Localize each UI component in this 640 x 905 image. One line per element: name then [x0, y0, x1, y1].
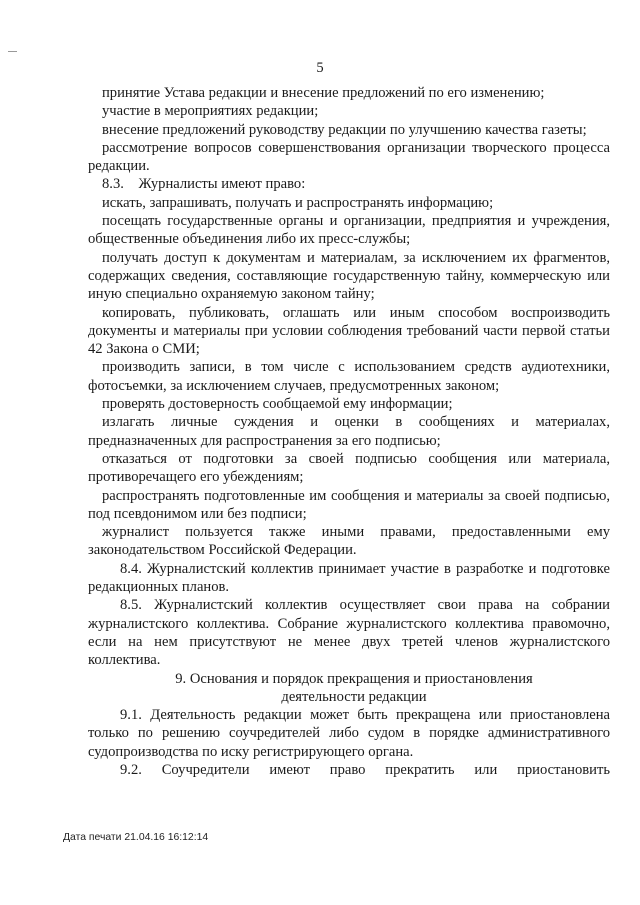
paragraph: отказаться от подготовки за своей подписью сообщения или материала, противоречащего его убеждениям; — [88, 450, 610, 486]
paragraph: проверять достоверность сообщаемой ему информации; — [102, 396, 453, 413]
section-heading-line-1: 9. Основания и порядок прекращения и приостановления — [175, 670, 533, 687]
paragraph: искать, запрашивать, получать и распространять информацию; — [102, 194, 494, 211]
paragraph: получать доступ к документам и материалам, за исключением их фрагментов, содержащих сведения, составляющие государственную тайну, коммерческую или иную специально охраняемую законом тайну; — [88, 249, 610, 303]
paragraph: производить записи, в том числе с использованием средств аудиотехники, фотосъемки, за исключением случаев, предусмотренных законом; — [88, 359, 610, 394]
print-date-footer: Дата печати 21.04.16 16:12:14 — [63, 832, 209, 843]
paragraph: 8.5. Журналистский коллектив осуществляет свои права на собрании журналистского коллектива. Собрание журналистского коллектива правомочно, если на нем присутствуют не менее двух третей членов журналистского коллектива. — [88, 597, 610, 669]
page-number: 5 — [316, 60, 324, 76]
paragraph: 9.2. Соучредители имеют право прекратить или приостановить — [120, 761, 610, 778]
paragraph: принятие Устава редакции и внесение предложений по его изменению; — [102, 85, 545, 101]
section-heading — [88, 670, 610, 707]
paragraph: 8.4. Журналистский коллектив принимает участие в разработке и подготовке редакционных планов. — [88, 560, 610, 596]
paragraph: копировать, публиковать, оглашать или иным способом воспроизводить документы и материалы при условии соблюдения требований части первой статьи 42 Закона о СМИ; — [88, 304, 610, 358]
paragraph: 9.1. Деятельность редакции может быть прекращена или приостановлена только по решению соучредителей либо судом в порядке административного судопроизводства по иску регистрирующего органа. — [88, 707, 610, 760]
paragraph: журналист пользуется также иными правами, предоставленными ему законодательством Российской Федерации. — [88, 524, 610, 559]
paragraph: распространять подготовленные им сообщения и материалы за своей подписью, под псевдонимом или без подписи; — [88, 487, 610, 522]
paragraph: посещать государственные органы и организации, предприятия и учреждения, общественные объединения либо их пресс-службы; — [88, 213, 610, 248]
section-heading-line-2: деятельности редакции — [281, 688, 427, 705]
paragraph: излагать личные суждения и оценки в сообщениях и материалах, предназначенных для распространения за его подписью; — [88, 414, 610, 449]
paragraph: внесение предложений руководству редакции по улучшению качества газеты; — [102, 121, 587, 138]
paragraph: участие в мероприятиях редакции; — [102, 103, 319, 120]
paragraph: рассмотрение вопросов совершенствования организации творческого процесса редакции. — [88, 139, 610, 175]
document-body — [88, 84, 610, 779]
margin-mark — [8, 51, 17, 52]
paragraph: 8.3. Журналисты имеют право: — [102, 176, 306, 193]
